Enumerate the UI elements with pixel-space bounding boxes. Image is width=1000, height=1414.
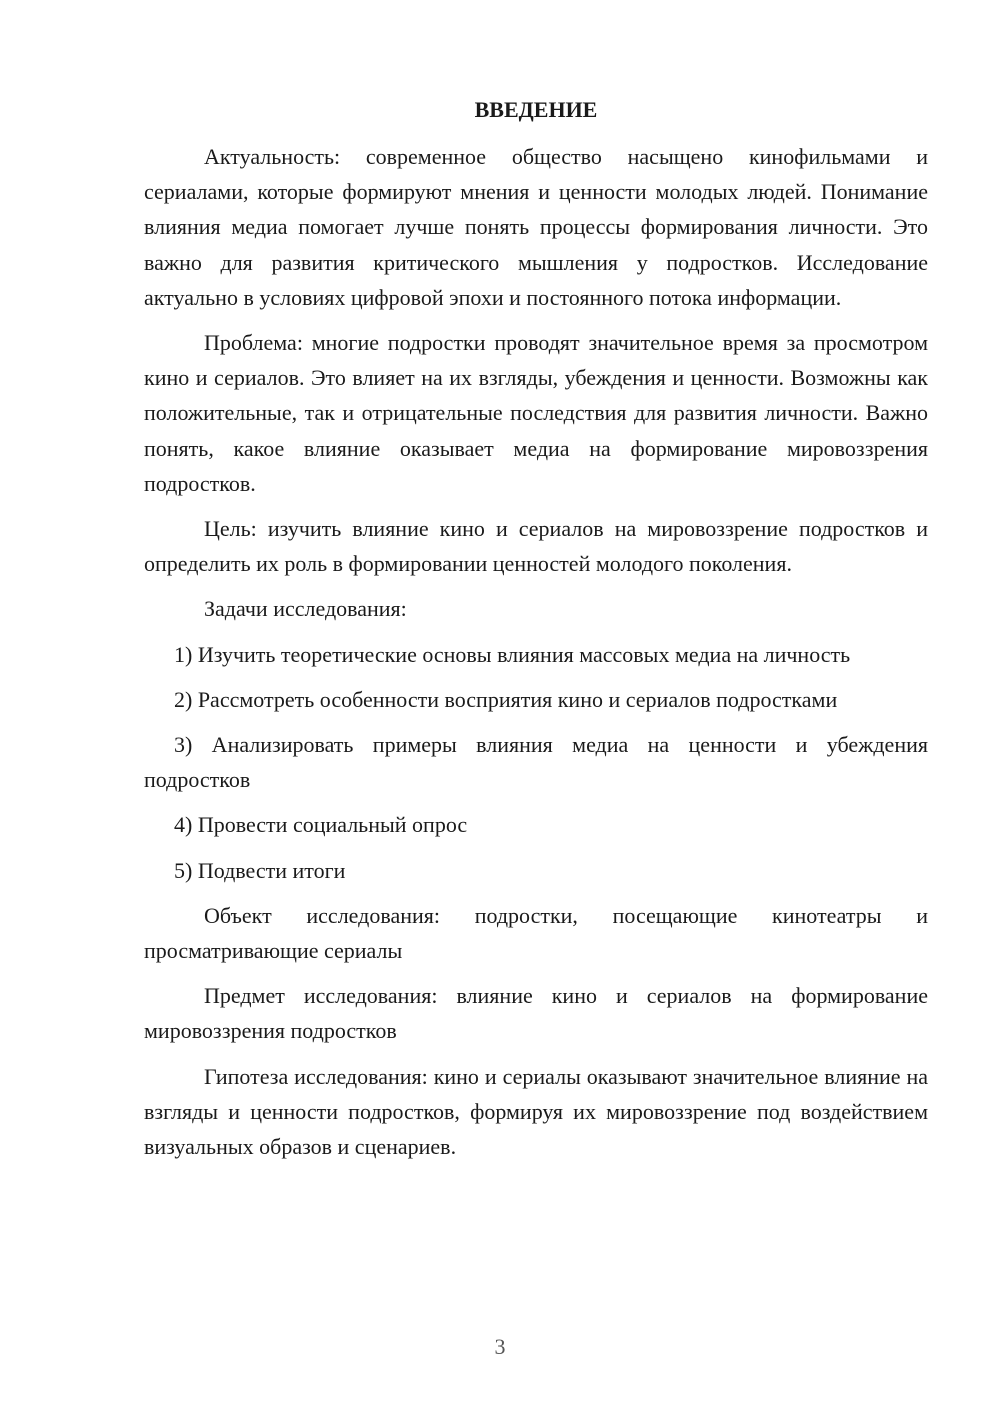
paragraph-hypothesis: Гипотеза исследования: кино и сериалы оказывают значительное влияние на взгляды и ценности подростков, формируя их мировоззрение под воздействием визуальных образов и сценариев.	[144, 1063, 928, 1160]
page-number: 3	[494, 1334, 506, 1359]
paragraph-subject: Предмет исследования: влияние кино и сериалов на формирование мировоззрения подростков	[144, 983, 928, 1044]
task-item-1: 1) Изучить теоретические основы влияния массовых медиа на личность	[174, 641, 851, 667]
paragraph-goal: Цель: изучить влияние кино и сериалов на мировоззрение подростков и определить их роль в формировании ценностей молодого поколения.	[144, 516, 928, 577]
task-item-5: 5) Подвести итоги	[174, 857, 346, 883]
task-item-2: 2) Рассмотреть особенности восприятия кино и сериалов подростками	[174, 686, 838, 712]
paragraph-problem: Проблема: многие подростки проводят значительное время за просмотром кино и сериалов. Это влияет на их взгляды, убеждения и ценности. Возможны как положительные, так и отрицательные последствия для развития личности. Важно понять, какое влияние оказывает медиа на формирование мировоззрения подростков.	[144, 330, 928, 496]
section-title: ВВЕДЕНИЕ	[474, 97, 598, 122]
document-page	[144, 92, 928, 1174]
tasks-heading: Задачи исследования:	[204, 596, 407, 622]
paragraph-relevance: Актуальность: современное общество насыщено кинофильмами и сериалами, которые формируют мнения и ценности молодых людей. Понимание влияния медиа помогает лучше понять процессы формирования личности. Это важно для развития критического мышления у подростков. Исследование актуально в условиях цифровой эпохи и постоянного потока информации.	[144, 144, 928, 310]
paragraph-object: Объект исследования: подростки, посещающие кинотеатры и просматривающие сериалы	[144, 902, 928, 964]
task-item-3: 3) Анализировать примеры влияния медиа на ценности и убеждения подростков	[144, 732, 928, 793]
task-item-4: 4) Провести социальный опрос	[174, 812, 468, 838]
